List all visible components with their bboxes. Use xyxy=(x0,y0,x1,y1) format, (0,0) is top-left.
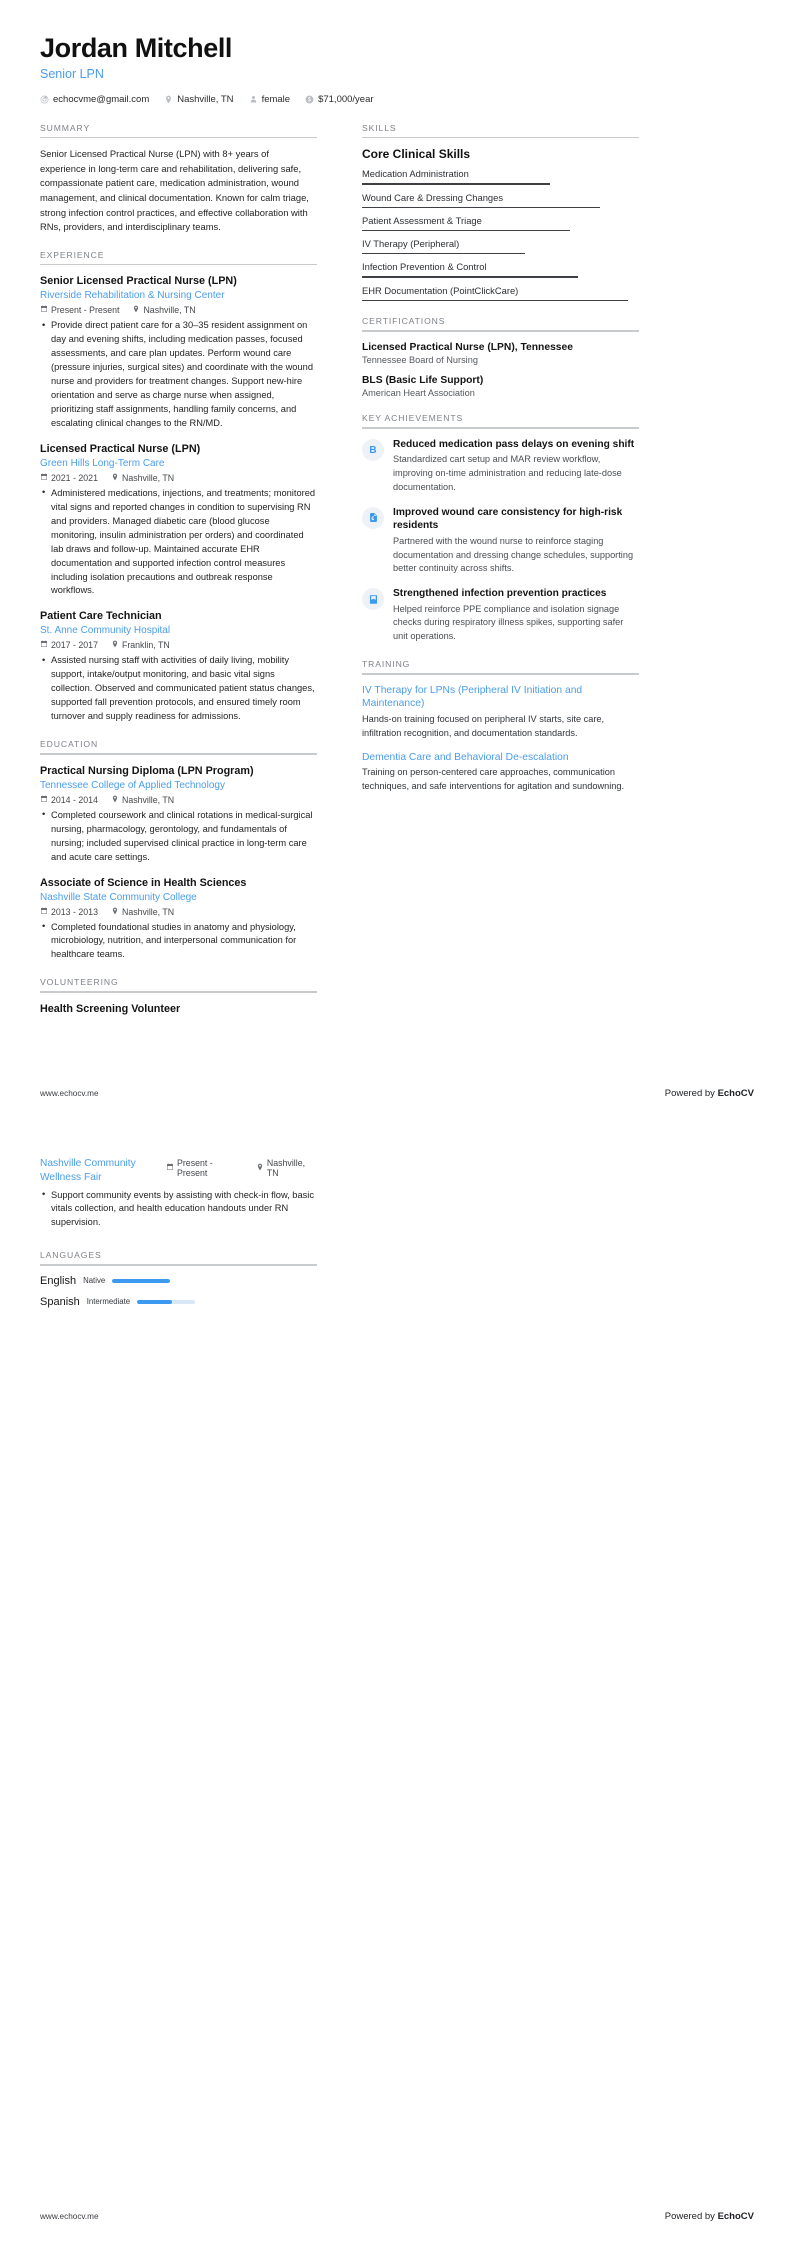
location-pin-icon xyxy=(111,473,119,483)
language-level-bar xyxy=(112,1279,170,1283)
language-level: Native xyxy=(83,1276,106,1286)
skill-level-bar xyxy=(362,230,639,231)
section-heading-key-achievements: KEY ACHIEVEMENTS xyxy=(362,413,464,424)
skill-level-bar xyxy=(362,253,639,254)
section-heading-experience: EXPERIENCE xyxy=(40,249,105,260)
achievement-desc: Partnered with the wound nurse to reinforce staging documentation and dressing change schedules, supporting better continuity across shifts. xyxy=(393,535,634,574)
experience-bullets xyxy=(40,654,317,724)
experience-meta xyxy=(40,305,317,315)
resume-columns-page2 xyxy=(40,1157,754,1323)
language-name: Spanish xyxy=(40,1295,80,1308)
experience-location xyxy=(111,473,174,483)
skill-level-bar xyxy=(362,207,639,208)
section-summary xyxy=(40,123,317,235)
experience-dates xyxy=(40,305,119,315)
contact-salary-text: $71,000/year xyxy=(318,93,374,105)
section-skills xyxy=(362,123,639,301)
person-icon xyxy=(249,95,258,104)
skill-level-fill xyxy=(362,183,550,184)
achievement-body xyxy=(393,587,639,644)
education-org[interactable]: Nashville State Community College xyxy=(40,891,197,903)
money-icon xyxy=(305,95,314,104)
list-item: • Support community events by assisting with check-in flow, basic vitals collection, and health education handouts under RN supervision. xyxy=(51,1189,317,1231)
languages-row xyxy=(40,1275,317,1308)
experience-bullets xyxy=(40,319,317,431)
training-item xyxy=(362,684,639,741)
skill-item xyxy=(362,238,639,254)
education-title: Practical Nursing Diploma (LPN Program) xyxy=(40,764,254,777)
section-volunteering-continued xyxy=(40,1157,317,1230)
volunteering-entry xyxy=(40,1157,317,1185)
experience-title: Senior Licensed Practical Nurse (LPN) xyxy=(40,275,237,288)
contact-location-text: Nashville, TN xyxy=(177,93,234,105)
section-divider xyxy=(40,991,317,993)
location-pin-icon xyxy=(111,640,119,650)
section-divider xyxy=(40,137,317,139)
education-meta xyxy=(40,795,317,805)
experience-location-text: Franklin, TN xyxy=(121,640,170,651)
volunteering-bullets xyxy=(40,1189,317,1231)
skill-name: Infection Prevention & Control xyxy=(362,261,487,273)
contact-salary xyxy=(305,94,373,105)
location-pin-icon xyxy=(164,95,173,104)
certification-issuer: Tennessee Board of Nursing xyxy=(362,355,478,366)
education-dates-text: 2013 - 2013 xyxy=(51,906,98,917)
education-location-text: Nashville, TN xyxy=(121,794,175,805)
education-location xyxy=(111,795,174,805)
skill-level-bar xyxy=(362,276,639,277)
list-item: • Completed coursework and clinical rotations in medical-surgical nursing, pharmacology, gerontology, and fundamentals of nursing; included supervised clinical practice in long-term care and acute care settings. xyxy=(51,809,317,865)
calendar-icon xyxy=(40,795,48,805)
footer-url[interactable]: www.echocv.me xyxy=(40,2212,99,2221)
footer-brand xyxy=(665,1088,754,1099)
footer-powered-label: Powered by xyxy=(664,1088,718,1099)
skill-item xyxy=(362,168,639,184)
list-item: • Provide direct patient care for a 30–35 resident assignment on day and evening shifts, including medication passes, focused assessments, and care plan updates. Perform wound care (pressure injuries, surgical sites) and coordinate with the wound nurse and providers for treatment changes. Support new-hire orientation and serve as charge nurse when assigned, prioritizing staff assignments, handling family concerns, and escalating clinical changes to the RN/MD. xyxy=(51,319,317,431)
experience-dates-text: Present - Present xyxy=(51,305,120,316)
experience-meta xyxy=(40,473,317,483)
experience-dates xyxy=(40,640,98,650)
volunteering-meta xyxy=(166,1158,317,1178)
certification-item xyxy=(362,374,639,398)
job-title: Senior LPN xyxy=(40,66,104,81)
language-level-bar xyxy=(137,1300,195,1304)
certification-title: Licensed Practical Nurse (LPN), Tennessee xyxy=(362,341,573,353)
contact-email-text: echocvme@gmail.com xyxy=(53,93,150,105)
education-entry xyxy=(40,876,317,963)
volunteering-title: Health Screening Volunteer xyxy=(40,1002,181,1015)
experience-meta xyxy=(40,640,317,650)
footer-brand xyxy=(665,2211,754,2222)
experience-location-text: Nashville, TN xyxy=(143,305,196,316)
education-location-text: Nashville, TN xyxy=(121,906,175,917)
certification-title: BLS (Basic Life Support) xyxy=(362,375,484,387)
skill-level-fill xyxy=(362,207,600,208)
experience-location-text: Nashville, TN xyxy=(121,472,175,483)
email-icon xyxy=(40,95,49,104)
section-volunteering xyxy=(40,977,317,1016)
achievement-item xyxy=(362,506,639,576)
left-column-page2 xyxy=(40,1157,317,1323)
education-location xyxy=(111,907,174,917)
volunteering-location-text: Nashville, TN xyxy=(266,1158,306,1178)
right-column xyxy=(362,123,639,809)
section-divider xyxy=(40,264,317,266)
calendar-icon xyxy=(40,305,48,315)
left-column xyxy=(40,123,317,1031)
contact-location xyxy=(164,94,233,105)
location-pin-icon xyxy=(111,907,119,917)
volunteering-dates-text: Present - Present xyxy=(177,1158,213,1178)
skill-level-fill xyxy=(362,276,578,277)
experience-dates-text: 2021 - 2021 xyxy=(51,472,98,483)
calendar-icon xyxy=(166,1163,174,1173)
letter-b-badge-icon xyxy=(362,439,384,461)
section-heading-training: TRAINING xyxy=(362,658,411,669)
achievement-title: Improved wound care consistency for high-risk residents xyxy=(393,506,623,532)
training-title[interactable]: Dementia Care and Behavioral De-escalation xyxy=(362,751,569,763)
experience-title: Patient Care Technician xyxy=(40,610,162,623)
footer-url[interactable]: www.echocv.me xyxy=(40,1089,99,1098)
achievement-title: Strengthened infection prevention practices xyxy=(393,588,607,600)
bookmark-icon xyxy=(362,588,384,610)
section-divider xyxy=(40,1264,317,1266)
list-item: • Completed foundational studies in anatomy and physiology, microbiology, nutrition, and interpersonal communication for healthcare teams. xyxy=(51,921,317,963)
skill-level-fill xyxy=(362,230,570,231)
volunteering-location xyxy=(256,1158,317,1178)
location-pin-icon xyxy=(256,1163,264,1173)
education-bullets xyxy=(40,921,317,963)
skill-item xyxy=(362,192,639,208)
summary-text: Senior Licensed Practical Nurse (LPN) with 8+ years of experience in long-term care and rehabilitation, delivering safe, compassionate patient care, medication administration, wound management, and clinical documentation. Known for calm triage, strong infection control practices, and effective collaboration with RNs, providers, and interdisciplinary teams. xyxy=(40,148,309,233)
experience-org[interactable]: St. Anne Community Hospital xyxy=(40,625,171,637)
location-pin-icon xyxy=(132,305,140,315)
experience-entry xyxy=(40,274,317,431)
experience-dates xyxy=(40,473,98,483)
skill-level-bar xyxy=(362,300,639,301)
skill-item xyxy=(362,215,639,231)
calendar-icon xyxy=(40,640,48,650)
education-meta xyxy=(40,907,317,917)
document-euro-icon xyxy=(362,507,384,529)
section-divider xyxy=(362,427,639,429)
volunteering-dates xyxy=(166,1158,243,1178)
education-bullets xyxy=(40,809,317,865)
skills-group-title: Core Clinical Skills xyxy=(362,147,471,162)
achievement-item xyxy=(362,438,639,495)
page-title: Jordan Mitchell xyxy=(40,33,233,63)
section-education xyxy=(40,739,317,962)
achievement-desc: Standardized cart setup and MAR review workflow, improving on-time administration and reducing late-dose documentation. xyxy=(393,454,622,493)
section-languages xyxy=(40,1250,317,1308)
experience-title: Licensed Practical Nurse (LPN) xyxy=(40,442,201,455)
footer-brand-name: EchoCV xyxy=(717,2211,754,2222)
skill-level-fill xyxy=(362,253,525,254)
achievement-item xyxy=(362,587,639,644)
experience-entry xyxy=(40,609,317,724)
experience-dates-text: 2017 - 2017 xyxy=(51,640,98,651)
section-experience xyxy=(40,250,317,724)
experience-org[interactable]: Green Hills Long-Term Care xyxy=(40,457,165,469)
list-item: • Administered medications, injections, and treatments; monitored vital signs and reported changes in condition to supervising RN and providers. Managed diabetic care (blood glucose monitoring, insulin administration per orders) and coordinated lab draws and follow-up. Maintained accurate EHR documentation and supported infection control measures including isolation precautions and outbreak response workflows. xyxy=(51,487,317,599)
skill-name: EHR Documentation (PointClickCare) xyxy=(362,284,519,296)
skill-name: Wound Care & Dressing Changes xyxy=(362,191,504,203)
language-level: Intermediate xyxy=(86,1297,131,1307)
section-divider xyxy=(362,673,639,675)
list-item: • Assisted nursing staff with activities of daily living, mobility support, intake/output monitoring, and basic vital signs collection. Observed and communicated patient status changes, supported fall prevention protocols, and ensured timely room turnover and supply readiness for admissions. xyxy=(51,654,317,724)
experience-bullets xyxy=(40,487,317,599)
location-pin-icon xyxy=(111,795,119,805)
footer-brand-name: EchoCV xyxy=(717,1088,754,1099)
experience-org[interactable]: Riverside Rehabilitation & Nursing Center xyxy=(40,290,225,302)
page-footer xyxy=(40,1088,754,1109)
skill-name: Patient Assessment & Triage xyxy=(362,214,482,226)
language-item xyxy=(40,1275,170,1287)
resume-header xyxy=(40,34,754,105)
section-divider xyxy=(362,137,639,139)
certification-item xyxy=(362,341,639,365)
language-level-fill xyxy=(137,1300,172,1304)
experience-entry xyxy=(40,442,317,599)
footer-powered-label: Powered by xyxy=(664,2211,718,2222)
skill-name: IV Therapy (Peripheral) xyxy=(362,238,460,250)
education-entry xyxy=(40,764,317,865)
language-item xyxy=(40,1296,195,1308)
language-level-fill xyxy=(112,1279,170,1283)
section-heading-volunteering: VOLUNTEERING xyxy=(40,977,119,988)
skill-level-fill xyxy=(362,300,628,301)
experience-location xyxy=(111,640,170,650)
section-training xyxy=(362,659,639,794)
training-desc: Training on person-centered care approaches, communication techniques, and safe interventions for agitation and sundowning. xyxy=(362,767,625,792)
training-desc: Hands-on training focused on peripheral IV starts, site care, infiltration recognition, and documentation standards. xyxy=(362,713,605,738)
section-heading-certifications: CERTIFICATIONS xyxy=(362,316,446,327)
education-title: Associate of Science in Health Sciences xyxy=(40,876,247,889)
certification-issuer: American Heart Association xyxy=(362,388,475,399)
achievement-title: Reduced medication pass delays on evening shift xyxy=(393,439,635,450)
education-dates-text: 2014 - 2014 xyxy=(51,794,98,805)
calendar-icon xyxy=(40,907,48,917)
achievement-body xyxy=(393,506,639,576)
achievement-desc: Helped reinforce PPE compliance and isolation signage checks during respiratory illness spikes, supporting safer unit operations. xyxy=(393,603,624,642)
experience-location xyxy=(132,305,195,315)
skill-name: Medication Administration xyxy=(362,168,469,180)
contact-row xyxy=(40,94,754,105)
section-heading-languages: LANGUAGES xyxy=(40,1250,102,1261)
section-divider xyxy=(40,753,317,755)
section-certifications xyxy=(362,316,639,398)
contact-email xyxy=(40,94,149,105)
page-footer xyxy=(40,2211,754,2232)
resume-page-2 xyxy=(0,1123,794,2246)
achievement-body xyxy=(393,438,639,495)
training-item xyxy=(362,751,639,794)
skill-level-bar xyxy=(362,183,639,184)
skill-item xyxy=(362,261,639,277)
contact-gender-text: female xyxy=(261,93,291,105)
section-heading-education: EDUCATION xyxy=(40,739,99,750)
resume-columns xyxy=(40,123,754,1031)
calendar-icon xyxy=(40,473,48,483)
education-dates xyxy=(40,907,98,917)
contact-gender xyxy=(249,94,291,105)
education-org[interactable]: Tennessee College of Applied Technology xyxy=(40,779,225,791)
section-heading-summary: SUMMARY xyxy=(40,122,91,133)
section-divider xyxy=(362,330,639,332)
badge-letter: B xyxy=(369,444,377,456)
skill-item xyxy=(362,285,639,301)
section-heading-skills: SKILLS xyxy=(362,122,397,133)
education-dates xyxy=(40,795,98,805)
section-key-achievements xyxy=(362,413,639,644)
language-name: English xyxy=(40,1274,77,1287)
training-title[interactable]: IV Therapy for LPNs (Peripheral IV Initiation and Maintenance) xyxy=(362,684,583,710)
volunteering-org[interactable]: Nashville Community Wellness Fair xyxy=(40,1158,136,1183)
